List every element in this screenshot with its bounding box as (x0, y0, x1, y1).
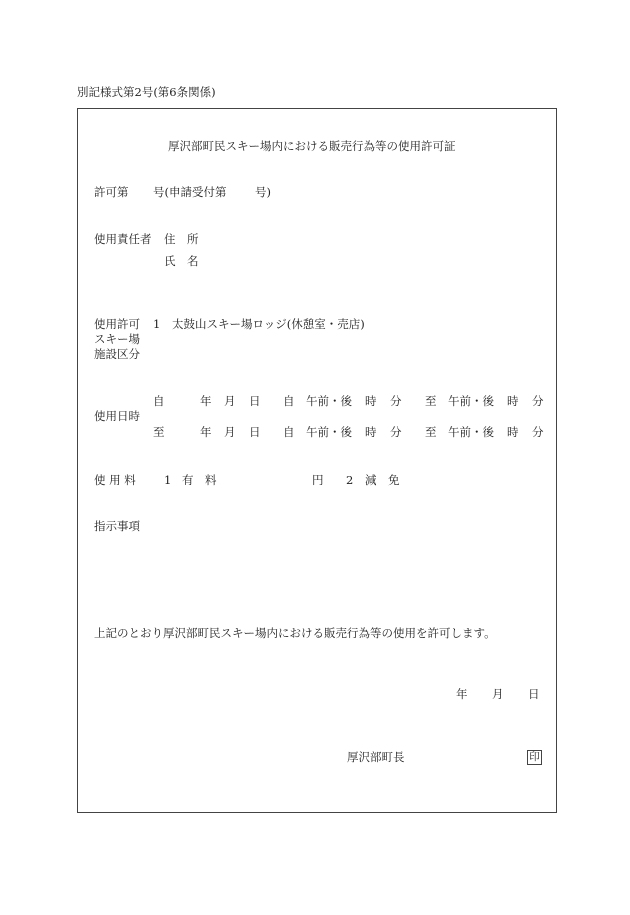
fee-option-2-text: 減 免 (365, 473, 400, 487)
facility-label-line-3: 施設区分 (94, 347, 140, 361)
fee-option-1-text: 有 料 (182, 473, 217, 487)
permission-statement: 上記のとおり厚沢部町民スキー場内における販売行為等の使用を許可します。 (94, 626, 496, 640)
fee-option-1-number: 1 (164, 473, 172, 487)
usage-datetime-label: 使用日時 (94, 409, 140, 423)
fee-yen-unit: 円 (312, 473, 324, 487)
facility-label-line-2: スキー場 (94, 332, 140, 346)
row2-from-ampm: 午前・後 (306, 425, 352, 439)
name-label: 氏 名 (164, 254, 199, 268)
seal-box: 印 (527, 750, 542, 765)
address-label: 住 所 (164, 232, 199, 246)
issue-date-day: 日 (528, 687, 540, 701)
row1-to: 至 (425, 394, 437, 408)
row1-from-ampm: 午前・後 (306, 394, 352, 408)
row1-year: 年 (200, 394, 212, 408)
form-reference: 別記様式第2号(第6条関係) (77, 85, 216, 99)
issue-date-year: 年 (456, 687, 468, 701)
row2-from-min: 分 (390, 425, 402, 439)
row2-to: 至 (425, 425, 437, 439)
document-title: 厚沢部町民スキー場内における販売行為等の使用許可証 (168, 139, 456, 153)
permit-number-mid: 号(申請受付第 (153, 185, 227, 199)
facility-item-text: 太鼓山スキー場ロッジ(休憩室・売店) (172, 317, 365, 331)
row1-month: 月 (224, 394, 236, 408)
row2-month: 月 (224, 425, 236, 439)
responsible-person-label: 使用責任者 (94, 232, 152, 246)
permit-number-suffix: 号) (255, 185, 271, 199)
instructions-label: 指示事項 (94, 519, 140, 533)
fee-option-2-number: 2 (346, 473, 354, 487)
row1-lead: 自 (153, 394, 165, 408)
permit-number-prefix: 許可第 (94, 185, 129, 199)
row2-to-ampm: 午前・後 (448, 425, 494, 439)
row2-from-hour: 時 (365, 425, 377, 439)
row2-to-hour: 時 (507, 425, 519, 439)
facility-label-line-1: 使用許可 (94, 317, 140, 331)
issue-date-month: 月 (492, 687, 504, 701)
row1-from-hour: 時 (365, 394, 377, 408)
issuer-title: 厚沢部町長 (347, 750, 405, 764)
row2-lead: 至 (153, 425, 165, 439)
row2-day: 日 (249, 425, 261, 439)
row1-from: 自 (283, 394, 295, 408)
row2-year: 年 (200, 425, 212, 439)
row2-to-min: 分 (532, 425, 544, 439)
row2-from: 自 (283, 425, 295, 439)
row1-to-hour: 時 (507, 394, 519, 408)
fee-label: 使 用 料 (94, 473, 136, 487)
permit-frame (77, 108, 557, 813)
row1-from-min: 分 (390, 394, 402, 408)
row1-to-min: 分 (532, 394, 544, 408)
row1-day: 日 (249, 394, 261, 408)
facility-item-number: 1 (153, 317, 161, 331)
row1-to-ampm: 午前・後 (448, 394, 494, 408)
